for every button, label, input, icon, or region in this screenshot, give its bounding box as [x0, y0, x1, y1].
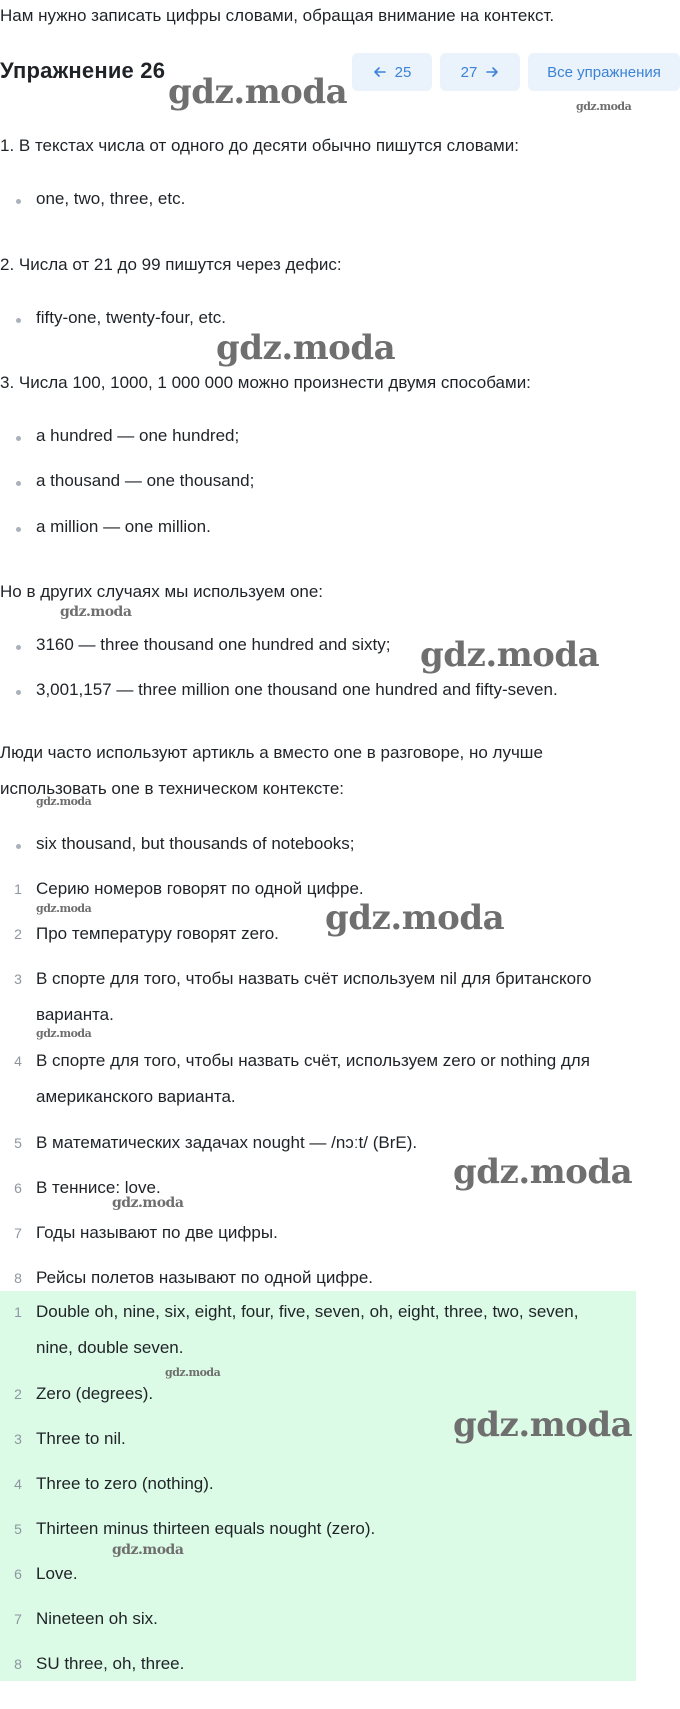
list-item: fifty-one, twenty-four, etc.: [36, 308, 226, 327]
intro-text: Нам нужно записать цифры словами, обращая внимание на контекст.: [0, 6, 555, 25]
answer-text: Three to nil.: [36, 1429, 126, 1448]
answer-text: SU three, oh, three.: [36, 1654, 185, 1673]
answer-number: 2: [14, 1386, 22, 1402]
watermark: gdz.moda: [576, 100, 632, 113]
prev-exercise-label: 25: [394, 63, 412, 81]
answer-number: 7: [14, 1611, 22, 1627]
next-exercise-label: 27: [460, 63, 478, 81]
note-text: Годы называют по две цифры.: [36, 1223, 278, 1242]
watermark: gdz.moda: [36, 902, 92, 915]
note-text: В теннисе: love.: [36, 1178, 161, 1197]
rule-2: 2. Числа от 21 до 99 пишутся через дефис:: [0, 255, 342, 274]
bullet-dot: [16, 481, 21, 486]
bullet-dot: [16, 690, 21, 695]
answer-text-continued: nine, double seven.: [36, 1338, 184, 1357]
rule-3: 3. Числа 100, 1000, 1 000 000 можно произнести двумя способами:: [0, 373, 531, 392]
note-text: Серию номеров говорят по одной цифре.: [36, 879, 364, 898]
next-exercise-button[interactable]: [440, 53, 520, 91]
list-item: a thousand — one thousand;: [36, 471, 255, 490]
list-item: a million — one million.: [36, 517, 211, 536]
watermark: gdz.moda: [36, 795, 92, 808]
watermark: gdz.moda: [168, 72, 348, 112]
note-text: В спорте для того, чтобы назвать счёт, используем zero or nothing для: [36, 1051, 590, 1070]
bullet-dot: [16, 645, 21, 650]
answer-number: 4: [14, 1476, 22, 1492]
answer-text: Love.: [36, 1564, 78, 1583]
answer-text: Thirteen minus thirteen equals nought (zero).: [36, 1519, 376, 1538]
note-number: 4: [14, 1053, 22, 1069]
watermark: gdz.moda: [112, 1542, 184, 1558]
other-cases-text: Но в других случаях мы используем one:: [0, 582, 324, 601]
watermark: gdz.moda: [165, 1366, 221, 1379]
answer-text: Double oh, nine, six, eight, four, five, seven, oh, eight, three, two, seven,: [36, 1302, 579, 1321]
note-number: 8: [14, 1270, 22, 1286]
list-item: one, two, three, etc.: [36, 189, 186, 208]
note-text: В спорте для того, чтобы назвать счёт используем nil для британского: [36, 969, 592, 988]
arrow-right-icon: [485, 65, 499, 79]
note-number: 3: [14, 971, 22, 987]
watermark: gdz.moda: [112, 1195, 184, 1211]
note-number: 5: [14, 1135, 22, 1151]
list-item: six thousand, but thousands of notebooks;: [36, 834, 355, 853]
note-text: Про температуру говорят zero.: [36, 924, 279, 943]
list-item: 3160 — three thousand one hundred and sixty;: [36, 635, 391, 654]
note-text-continued: варианта.: [36, 1005, 114, 1024]
exercise-title: Упражнение 26: [0, 58, 166, 83]
note-text-continued: американского варианта.: [36, 1087, 236, 1106]
watermark: gdz.moda: [36, 1027, 92, 1040]
rule-1: 1. В текстах числа от одного до десяти обычно пишутся словами:: [0, 136, 519, 155]
prev-exercise-button[interactable]: [352, 53, 432, 91]
bullet-dot: [16, 527, 21, 532]
all-exercises-button[interactable]: [528, 53, 680, 91]
note-number: 1: [14, 881, 22, 897]
bullet-dot: [16, 436, 21, 441]
note-text: В математических задачах nought — /nɔːt/ (BrE).: [36, 1133, 418, 1152]
answer-number: 5: [14, 1521, 22, 1537]
watermark: gdz.moda: [453, 1405, 633, 1445]
all-exercises-label: Все упражнения: [547, 63, 661, 81]
list-item: 3,001,157 — three million one thousand one hundred and fifty-seven.: [36, 680, 558, 699]
list-item: a hundred — one hundred;: [36, 426, 240, 445]
note-number: 6: [14, 1180, 22, 1196]
watermark: gdz.moda: [325, 898, 505, 938]
bullet-dot: [16, 199, 21, 204]
note-number: 2: [14, 926, 22, 942]
watermark: gdz.moda: [420, 635, 600, 675]
people-text-line2: использовать one в техническом контексте:: [0, 779, 345, 798]
answer-text: Zero (degrees).: [36, 1384, 154, 1403]
watermark: gdz.moda: [453, 1152, 633, 1192]
watermark: gdz.moda: [60, 604, 132, 620]
answer-number: 8: [14, 1656, 22, 1672]
note-number: 7: [14, 1225, 22, 1241]
answer-number: 3: [14, 1431, 22, 1447]
answer-number: 6: [14, 1566, 22, 1582]
bullet-dot: [16, 844, 21, 849]
people-text-line1: Люди часто используют артикль a вместо one в разговоре, но лучше: [0, 743, 543, 762]
answer-number: 1: [14, 1304, 22, 1320]
arrow-left-icon: [373, 65, 387, 79]
watermark: gdz.moda: [216, 328, 396, 368]
answer-text: Nineteen oh six.: [36, 1609, 158, 1628]
bullet-dot: [16, 318, 21, 323]
answer-text: Three to zero (nothing).: [36, 1474, 214, 1493]
note-text: Рейсы полетов называют по одной цифре.: [36, 1268, 374, 1287]
